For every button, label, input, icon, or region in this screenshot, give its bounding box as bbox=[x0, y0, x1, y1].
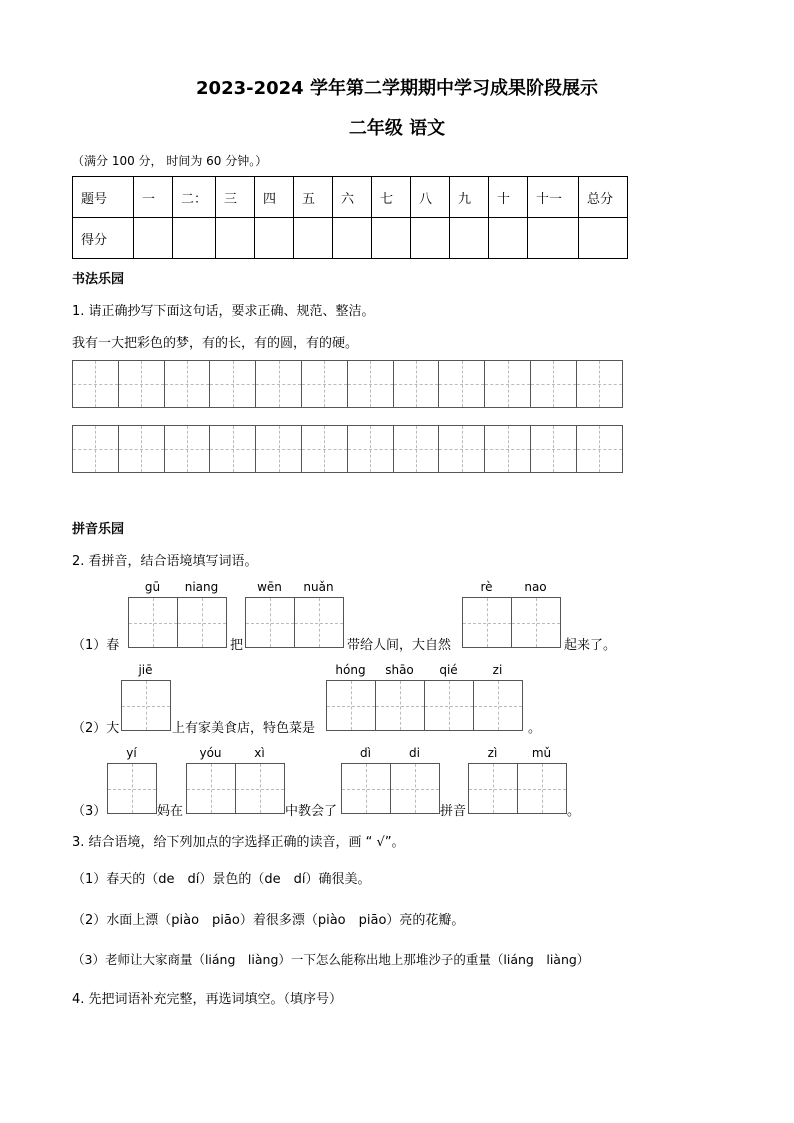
sentence-3-text: 拼音 bbox=[440, 804, 467, 819]
pinyin-label: hóng bbox=[335, 663, 366, 677]
question-4: 4. 先把词语补充完整，再选词填空。（填序号） bbox=[72, 992, 343, 1007]
question-3: 3. 结合语境，给下列加点的字选择正确的读音，画 “ √”。 bbox=[72, 835, 405, 850]
score-input-cell[interactable] bbox=[216, 218, 255, 259]
writing-cell[interactable] bbox=[73, 426, 119, 472]
question-3-item: （3）老师让大家商量（liáng liàng）一下怎么能称出地上那堆沙子的重量（liáng liàng） bbox=[72, 952, 590, 967]
pinyin-label: nao bbox=[524, 580, 547, 594]
writing-cell[interactable] bbox=[165, 361, 211, 407]
answer-box-zimu[interactable] bbox=[468, 763, 567, 814]
score-input-cell[interactable] bbox=[489, 218, 528, 259]
answer-box-youxi[interactable] bbox=[186, 763, 285, 814]
table-cell: 总分 bbox=[579, 177, 628, 218]
writing-cell[interactable] bbox=[348, 426, 394, 472]
writing-cell[interactable] bbox=[122, 681, 171, 730]
sentence-2-text: 上有家美食店，特色菜是 bbox=[172, 721, 316, 736]
score-input-cell[interactable] bbox=[450, 218, 489, 259]
writing-cell[interactable] bbox=[394, 426, 440, 472]
question-2: 2. 看拼音，结合语境填写词语。 bbox=[72, 554, 258, 569]
pinyin-label: yí bbox=[126, 746, 137, 760]
sentence-3-text: 妈在 bbox=[157, 804, 184, 819]
sentence-1-label: （1）春 bbox=[72, 638, 120, 653]
answer-box-didi[interactable] bbox=[341, 763, 440, 814]
score-input-cell[interactable] bbox=[255, 218, 294, 259]
pinyin-label: rè bbox=[480, 580, 493, 594]
answer-box-wennuan[interactable] bbox=[245, 597, 344, 648]
score-input-cell[interactable] bbox=[411, 218, 450, 259]
pinyin-label: nuǎn bbox=[303, 580, 334, 594]
score-input-cell[interactable] bbox=[579, 218, 628, 259]
answer-box-hongshaoqiezi[interactable] bbox=[326, 680, 523, 731]
section-heading-calligraphy: 书法乐园 bbox=[72, 272, 125, 287]
writing-cell[interactable] bbox=[256, 361, 302, 407]
score-input-cell[interactable] bbox=[528, 218, 579, 259]
writing-cell[interactable] bbox=[512, 598, 561, 647]
writing-cell[interactable] bbox=[518, 764, 567, 813]
score-input-cell[interactable] bbox=[294, 218, 333, 259]
pinyin-label: niang bbox=[184, 580, 219, 594]
writing-cell[interactable] bbox=[485, 361, 531, 407]
table-cell: 九 bbox=[450, 177, 489, 218]
exam-title: 2023-2024 学年第二学期期中学习成果阶段展示 bbox=[196, 78, 598, 99]
writing-cell[interactable] bbox=[246, 598, 295, 647]
score-input-cell[interactable] bbox=[173, 218, 216, 259]
table-cell: 四 bbox=[255, 177, 294, 218]
score-input-cell[interactable] bbox=[134, 218, 173, 259]
pinyin-label: xì bbox=[254, 746, 265, 760]
writing-cell[interactable] bbox=[119, 426, 165, 472]
writing-grid-row-2[interactable] bbox=[72, 425, 623, 473]
writing-cell[interactable] bbox=[425, 681, 474, 730]
table-cell: 七 bbox=[372, 177, 411, 218]
writing-cell[interactable] bbox=[73, 361, 119, 407]
writing-cell[interactable] bbox=[327, 681, 376, 730]
table-cell: 二： bbox=[173, 177, 216, 218]
writing-grid-row-1[interactable] bbox=[72, 360, 623, 408]
table-cell: 八 bbox=[411, 177, 450, 218]
writing-cell[interactable] bbox=[485, 426, 531, 472]
pinyin-label: jiē bbox=[138, 663, 153, 677]
writing-cell[interactable] bbox=[469, 764, 518, 813]
sentence-3-label: （3） bbox=[72, 804, 107, 819]
writing-cell[interactable] bbox=[210, 361, 256, 407]
pinyin-label: wēn bbox=[257, 580, 282, 594]
pinyin-label: yóu bbox=[199, 746, 222, 760]
writing-cell[interactable] bbox=[165, 426, 211, 472]
writing-cell[interactable] bbox=[236, 764, 285, 813]
copy-sentence: 我有一大把彩色的梦，有的长，有的圆，有的硬。 bbox=[72, 336, 359, 351]
sentence-3-text: 中教会了 bbox=[285, 804, 338, 819]
pinyin-label: qié bbox=[439, 663, 458, 677]
writing-cell[interactable] bbox=[531, 426, 577, 472]
pinyin-label: gū bbox=[144, 580, 161, 594]
pinyin-label: di bbox=[409, 746, 420, 760]
question-3-item: （1）春天的（de dí）景色的（de dí）确很美。 bbox=[72, 872, 371, 887]
pinyin-label: dì bbox=[360, 746, 371, 760]
writing-cell[interactable] bbox=[474, 681, 523, 730]
question-3-item: （2）水面上漂（piào piāo）着很多漂（piào piāo）亮的花瓣。 bbox=[72, 913, 465, 928]
writing-cell[interactable] bbox=[108, 764, 157, 813]
sentence-2-label: （2）大 bbox=[72, 721, 120, 736]
table-cell: 得分 bbox=[73, 218, 134, 259]
writing-cell[interactable] bbox=[577, 361, 623, 407]
writing-cell[interactable] bbox=[577, 426, 623, 472]
score-table-score-row bbox=[73, 218, 628, 259]
grade-subject: 二年级 语文 bbox=[348, 118, 446, 139]
score-input-cell[interactable] bbox=[333, 218, 372, 259]
table-cell: 题号 bbox=[73, 177, 134, 218]
score-table-header-row bbox=[73, 177, 628, 218]
answer-box-renao[interactable] bbox=[462, 597, 561, 648]
writing-cell[interactable] bbox=[394, 361, 440, 407]
writing-cell[interactable] bbox=[295, 598, 344, 647]
pinyin-label: zi bbox=[492, 663, 503, 677]
writing-cell[interactable] bbox=[376, 681, 425, 730]
writing-cell[interactable] bbox=[439, 361, 485, 407]
score-table bbox=[72, 176, 628, 259]
exam-info: （满分 100 分， 时间为 60 分钟。） bbox=[72, 154, 268, 168]
table-cell: 六 bbox=[333, 177, 372, 218]
table-cell: 三 bbox=[216, 177, 255, 218]
writing-cell[interactable] bbox=[342, 764, 391, 813]
sentence-3-text: 。 bbox=[567, 804, 581, 819]
writing-cell[interactable] bbox=[210, 426, 256, 472]
table-cell: 一 bbox=[134, 177, 173, 218]
writing-cell[interactable] bbox=[531, 361, 577, 407]
answer-box-jie[interactable] bbox=[121, 680, 171, 731]
table-cell: 五 bbox=[294, 177, 333, 218]
pinyin-label: mǔ bbox=[531, 746, 552, 760]
writing-cell[interactable] bbox=[391, 764, 440, 813]
sentence-1-text: 把 bbox=[230, 638, 244, 653]
writing-cell[interactable] bbox=[439, 426, 485, 472]
writing-cell[interactable] bbox=[256, 426, 302, 472]
writing-cell[interactable] bbox=[348, 361, 394, 407]
writing-cell[interactable] bbox=[302, 361, 348, 407]
writing-cell[interactable] bbox=[302, 426, 348, 472]
section-heading-pinyin: 拼音乐园 bbox=[72, 522, 125, 537]
writing-cell[interactable] bbox=[178, 598, 227, 647]
sentence-1-text: 起来了。 bbox=[564, 638, 617, 653]
pinyin-label: zì bbox=[487, 746, 498, 760]
sentence-2-text: 。 bbox=[528, 721, 542, 736]
score-input-cell[interactable] bbox=[372, 218, 411, 259]
table-cell: 十 bbox=[489, 177, 528, 218]
question-1: 1. 请正确抄写下面这句话，要求正确、规范、整洁。 bbox=[72, 304, 375, 319]
table-cell: 十一 bbox=[528, 177, 579, 218]
answer-box-yi[interactable] bbox=[107, 763, 157, 814]
sentence-1-text: 带给人间，大自然 bbox=[347, 638, 452, 653]
writing-cell[interactable] bbox=[129, 598, 178, 647]
writing-cell[interactable] bbox=[463, 598, 512, 647]
answer-box-guniang[interactable] bbox=[128, 597, 227, 648]
writing-cell[interactable] bbox=[119, 361, 165, 407]
pinyin-label: shāo bbox=[385, 663, 414, 677]
writing-cell[interactable] bbox=[187, 764, 236, 813]
